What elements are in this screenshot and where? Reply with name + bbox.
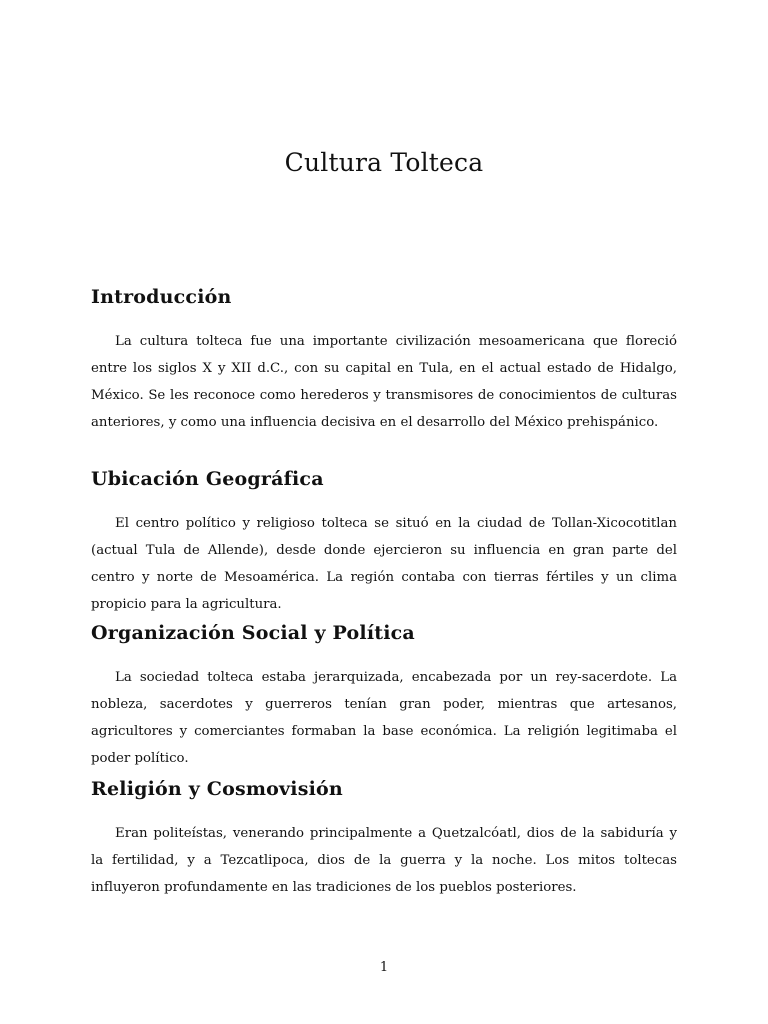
- section-paragraph: La cultura tolteca fue una importante civilización mesoamericana que floreció entre los siglos X y XII d.C., con su capital en Tula, en el actual estado de Hidalgo, México. Se les reconoce como herederos y transmisores de conocimientos de culturas anteriores, y como una influencia decisiva en el desarrollo del México prehispánico.: [91, 334, 677, 430]
- section-paragraph: La sociedad tolteca estaba jerarquizada, encabezada por un rey-sacerdote. La nobleza, sacerdotes y guerreros tenían gran poder, mientras que artesanos, agricultores y comerciantes formaban la base económica. La religión legitimaba el poder político.: [91, 670, 677, 766]
- section-heading: Ubicación Geográfica: [91, 468, 324, 490]
- section-heading: Organización Social y Política: [91, 622, 415, 644]
- section-ubicacion-geografica: [91, 468, 677, 618]
- page-title: Cultura Tolteca: [284, 148, 484, 177]
- section-religion-cosmovision: [91, 778, 677, 901]
- section-introduccion: [91, 286, 677, 436]
- page-number: 1: [379, 960, 389, 975]
- section-heading: Religión y Cosmovisión: [91, 778, 343, 800]
- section-paragraph: El centro político y religioso tolteca se situó en la ciudad de Tollan-Xicocotitlan (actual Tula de Allende), desde donde ejercieron su influencia en gran parte del centro y norte de Mesoamérica. La región contaba con tierras fértiles y un clima propicio para la agricultura.: [91, 516, 677, 612]
- section-heading: Introducción: [91, 286, 232, 308]
- section-organizacion-social-politica: [91, 622, 677, 772]
- section-paragraph: Eran politeístas, venerando principalmente a Quetzalcóatl, dios de la sabiduría y la fertilidad, y a Tezcatlipoca, dios de la guerra y la noche. Los mitos toltecas influyeron profundamente en las tradiciones de los pueblos posteriores.: [91, 826, 677, 895]
